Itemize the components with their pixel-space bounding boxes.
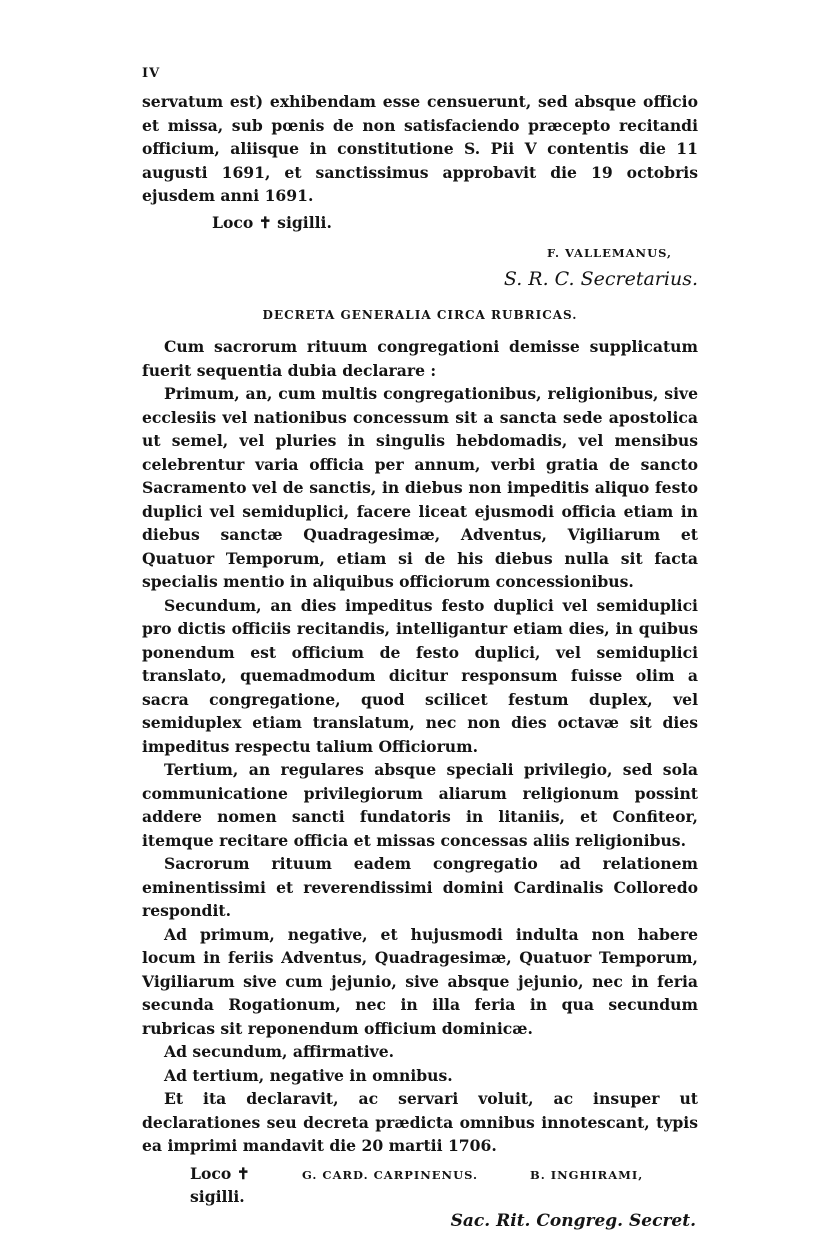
paragraph-response-intro: Sacrorum rituum eadem congregatio ad relationem eminentissimi et reverendissimi domini Cardinalis Colloredo respondit. bbox=[142, 854, 698, 920]
section-heading: DECRETA GENERALIA CIRCA RUBRICAS. bbox=[262, 307, 578, 322]
paragraph-secundum: Secundum, an dies impeditus festo duplici vel semiduplici pro dictis officiis recitandis, intelligantur etiam dies, in quibus ponendum est officium de festo duplici, vel semiduplici translato, quemadmodum dicitur responsum fuisse olim a sacra congregatione, quod scilicet festum duplex, vel semiduplex etiam translatum, nec non dies octavæ sit dies impeditus respectu talium Officiorum. bbox=[142, 595, 698, 756]
seal-place-final: Loco ✝ sigilli. bbox=[190, 1163, 250, 1206]
final-signature-line bbox=[142, 1162, 698, 1209]
paragraph-petition: Cum sacrorum rituum congregationi demisse supplicatum fuerit sequentia dubia declarare : bbox=[142, 337, 698, 380]
paragraph-primum: Primum, an, cum multis congregationibus, religionibus, sive ecclesiis vel nationibus concessum sit a sancta sede apostolica ut semel, vel pluries in singulis hebdomadis, vel mensibus celebrentur varia officia per annum, verbi gratia de sancto Sacramento vel de sanctis, in diebus non impeditis aliquo festo duplici vel semiduplici, facere liceat ejusmodi officia etiam in diebus sanctæ Quadragesimæ, Adventus, Vigiliarum et Quatuor Temporum, etiam si de his diebus nulla sit facta specialis mentio in aliquibus officiorum concessionibus. bbox=[142, 384, 698, 591]
paragraph-conclusion: Et ita declaravit, ac servari voluit, ac insuper ut declarationes seu decreta prædicta omnibus innotescant, typis ea imprimi mandavit die 20 martii 1706. bbox=[142, 1089, 698, 1155]
paragraph-tertium: Tertium, an regulares absque speciali privilegio, sed sola communicatione privilegiorum aliarum religionum possint addere nomen sancti fundatoris in litaniis, et Confiteor, itemque recitare officia et missas concessas aliis religionibus. bbox=[142, 760, 698, 850]
paragraph-ad-secundum: Ad secundum, affirmative. bbox=[164, 1042, 395, 1061]
page-number: IV bbox=[142, 66, 161, 81]
paragraph-ad-primum: Ad primum, negative, et hujusmodi indulta non habere locum in feriis Adventus, Quadragesimæ, Quatuor Temporum, Vigiliarum sive cum jejunio, sive absque jejunio, nec in feria secunda Rogationum, nec in illa feria in qua secundum rubricas sit reponendum officium dominicæ. bbox=[142, 924, 698, 1038]
secretary-signature: B. INGHIRAMI, bbox=[530, 1167, 644, 1182]
seal-place: Loco ✝ sigilli. bbox=[212, 212, 332, 232]
cardinal-signature: G. CARD. CARPINENUS. bbox=[302, 1167, 478, 1182]
signature-title: S. R. C. Secretarius. bbox=[503, 267, 698, 290]
signature-name: F. VALLEMANUS, bbox=[547, 246, 672, 260]
secretary-title: Sac. Rit. Congreg. Secret. bbox=[450, 1210, 696, 1231]
intro-paragraph: servatum est) exhibendam esse censuerunt, sed absque officio et missa, sub pœnis de non satisfaciendo præcepto recitandi officium, aliisque in constitutione S. Pii V contentis die 11 augusti 1691, et sanctissimus approbavit die 19 octobris ejusdem anni 1691. bbox=[142, 92, 698, 205]
page-body bbox=[142, 90, 698, 1233]
paragraph-ad-tertium: Ad tertium, negative in omnibus. bbox=[164, 1065, 453, 1085]
